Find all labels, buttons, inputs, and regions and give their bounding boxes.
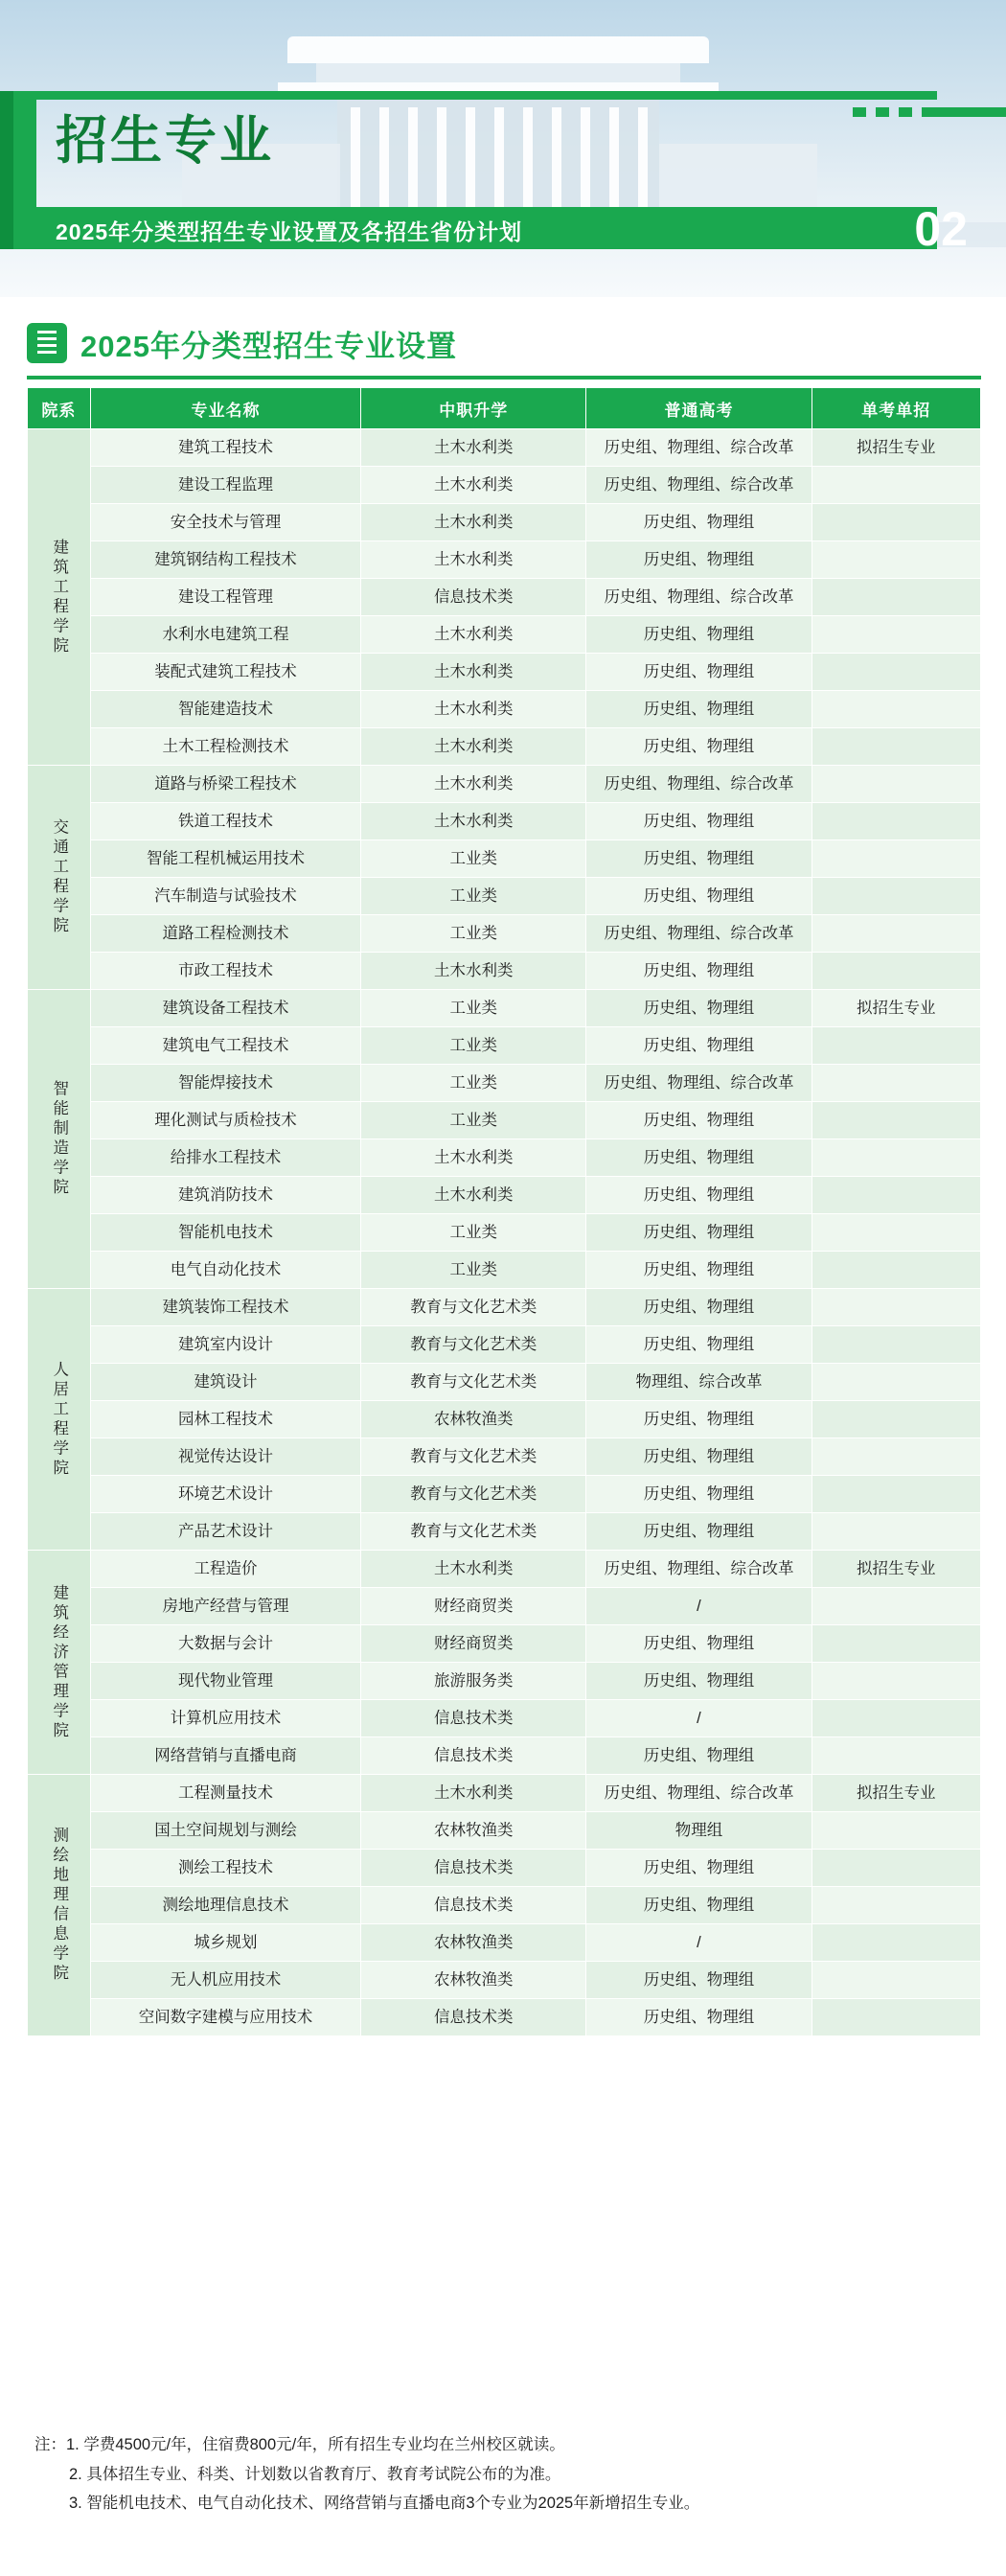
vocational-cell: 工业类 — [361, 990, 586, 1027]
major-name-cell: 现代物业管理 — [90, 1663, 360, 1700]
vocational-cell: 工业类 — [361, 1027, 586, 1065]
table-row — [28, 1027, 981, 1065]
building-graphic — [581, 107, 590, 220]
vocational-cell: 信息技术类 — [361, 1999, 586, 2036]
single-exam-cell — [812, 1476, 980, 1513]
single-exam-cell — [812, 541, 980, 579]
table-row — [28, 1625, 981, 1663]
major-name-cell: 铁道工程技术 — [90, 803, 360, 840]
majors-table-wrapper — [27, 387, 981, 2036]
vocational-cell: 农林牧渔类 — [361, 1812, 586, 1850]
list-icon — [27, 323, 67, 363]
vocational-cell: 农林牧渔类 — [361, 1401, 586, 1438]
major-name-cell: 城乡规划 — [90, 1924, 360, 1962]
gaokao-cell: / — [586, 1700, 812, 1737]
major-name-cell: 智能焊接技术 — [90, 1065, 360, 1102]
gaokao-cell: 历史组、物理组 — [586, 1999, 812, 2036]
table-row — [28, 1177, 981, 1214]
gaokao-cell: 历史组、物理组 — [586, 1663, 812, 1700]
building-graphic — [437, 107, 446, 220]
vocational-cell: 土木水利类 — [361, 1551, 586, 1588]
col-header-dept: 院系 — [28, 388, 91, 429]
table-row — [28, 728, 981, 766]
single-exam-cell: 拟招生专业 — [812, 1551, 980, 1588]
major-name-cell: 网络营销与直播电商 — [90, 1737, 360, 1775]
single-exam-cell — [812, 579, 980, 616]
gaokao-cell: 历史组、物理组 — [586, 803, 812, 840]
single-exam-cell — [812, 1962, 980, 1999]
single-exam-cell — [812, 1027, 980, 1065]
building-graphic — [351, 107, 360, 220]
gaokao-cell: 历史组、物理组 — [586, 1513, 812, 1551]
gaokao-cell: 历史组、物理组、综合改革 — [586, 1065, 812, 1102]
gaokao-cell: 历史组、物理组 — [586, 878, 812, 915]
single-exam-cell: 拟招生专业 — [812, 990, 980, 1027]
gaokao-cell: 历史组、物理组 — [586, 1438, 812, 1476]
gaokao-cell: 历史组、物理组 — [586, 1476, 812, 1513]
vocational-cell: 农林牧渔类 — [361, 1962, 586, 1999]
table-row — [28, 1588, 981, 1625]
col-header-major: 专业名称 — [90, 388, 360, 429]
table-row — [28, 579, 981, 616]
major-name-cell: 计算机应用技术 — [90, 1700, 360, 1737]
vocational-cell: 财经商贸类 — [361, 1588, 586, 1625]
gaokao-cell: 历史组、物理组 — [586, 1887, 812, 1924]
major-name-cell: 汽车制造与试验技术 — [90, 878, 360, 915]
gaokao-cell: 历史组、物理组 — [586, 1252, 812, 1289]
building-graphic — [287, 36, 709, 63]
single-exam-cell — [812, 504, 980, 541]
table-row — [28, 1775, 981, 1812]
single-exam-cell — [812, 1887, 980, 1924]
vocational-cell: 工业类 — [361, 840, 586, 878]
building-graphic — [379, 107, 389, 220]
major-name-cell: 智能机电技术 — [90, 1214, 360, 1252]
dept-cell: 交通工程学院 — [28, 766, 91, 990]
major-name-cell: 国土空间规划与测绘 — [90, 1812, 360, 1850]
single-exam-cell — [812, 1065, 980, 1102]
major-name-cell: 市政工程技术 — [90, 953, 360, 990]
table-row — [28, 467, 981, 504]
vocational-cell: 教育与文化艺术类 — [361, 1326, 586, 1364]
single-exam-cell — [812, 654, 980, 691]
gaokao-cell: 历史组、物理组、综合改革 — [586, 579, 812, 616]
vocational-cell: 工业类 — [361, 1065, 586, 1102]
header-banner — [0, 0, 1006, 297]
single-exam-cell — [812, 1401, 980, 1438]
major-name-cell: 建筑装饰工程技术 — [90, 1289, 360, 1326]
major-name-cell: 空间数字建模与应用技术 — [90, 1999, 360, 2036]
dept-cell: 测绘地理信息学院 — [28, 1775, 91, 2036]
table-row — [28, 1289, 981, 1326]
gaokao-cell: 历史组、物理组 — [586, 1401, 812, 1438]
gaokao-cell: 历史组、物理组 — [586, 1850, 812, 1887]
table-row — [28, 1438, 981, 1476]
vocational-cell: 教育与文化艺术类 — [361, 1438, 586, 1476]
major-name-cell: 道路与桥梁工程技术 — [90, 766, 360, 803]
single-exam-cell — [812, 1924, 980, 1962]
vocational-cell: 土木水利类 — [361, 429, 586, 467]
table-row — [28, 1326, 981, 1364]
gaokao-cell: 历史组、物理组、综合改革 — [586, 467, 812, 504]
major-name-cell: 工程测量技术 — [90, 1775, 360, 1812]
table-row — [28, 1700, 981, 1737]
table-row — [28, 1139, 981, 1177]
single-exam-cell: 拟招生专业 — [812, 1775, 980, 1812]
table-row — [28, 1102, 981, 1139]
table-row — [28, 654, 981, 691]
major-name-cell: 建筑钢结构工程技术 — [90, 541, 360, 579]
gaokao-cell: 物理组、综合改革 — [586, 1364, 812, 1401]
gaokao-cell: 历史组、物理组、综合改革 — [586, 1551, 812, 1588]
table-row — [28, 1962, 981, 1999]
gaokao-cell: 历史组、物理组 — [586, 840, 812, 878]
major-name-cell: 视觉传达设计 — [90, 1438, 360, 1476]
single-exam-cell — [812, 1139, 980, 1177]
note-line: 注：1. 学费4500元/年，住宿费800元/年，所有招生专业均在兰州校区就读。 — [34, 2436, 565, 2453]
gaokao-cell: / — [586, 1588, 812, 1625]
vocational-cell: 工业类 — [361, 878, 586, 915]
table-row — [28, 1663, 981, 1700]
dept-cell: 人居工程学院 — [28, 1289, 91, 1551]
single-exam-cell — [812, 1999, 980, 2036]
building-graphic — [552, 107, 561, 220]
single-exam-cell: 拟招生专业 — [812, 429, 980, 467]
single-exam-cell — [812, 691, 980, 728]
major-name-cell: 产品艺术设计 — [90, 1513, 360, 1551]
table-row — [28, 616, 981, 654]
table-row — [28, 1887, 981, 1924]
table-row — [28, 1924, 981, 1962]
major-name-cell: 装配式建筑工程技术 — [90, 654, 360, 691]
table-row — [28, 766, 981, 803]
table-row — [28, 429, 981, 467]
table-row — [28, 1364, 981, 1401]
table-row — [28, 878, 981, 915]
major-name-cell: 工程造价 — [90, 1551, 360, 1588]
section-header — [27, 318, 981, 368]
major-name-cell: 测绘地理信息技术 — [90, 1887, 360, 1924]
major-name-cell: 环境艺术设计 — [90, 1476, 360, 1513]
vocational-cell: 信息技术类 — [361, 1700, 586, 1737]
banner-top-rule — [36, 91, 937, 100]
single-exam-cell — [812, 1812, 980, 1850]
col-header-gaokao: 普通高考 — [586, 388, 812, 429]
notes-block — [34, 2430, 983, 2518]
vocational-cell: 工业类 — [361, 1102, 586, 1139]
table-row — [28, 1513, 981, 1551]
table-row — [28, 1476, 981, 1513]
major-name-cell: 房地产经营与管理 — [90, 1588, 360, 1625]
major-name-cell: 道路工程检测技术 — [90, 915, 360, 953]
major-name-cell: 建筑设备工程技术 — [90, 990, 360, 1027]
gaokao-cell: 历史组、物理组、综合改革 — [586, 1775, 812, 1812]
single-exam-cell — [812, 1252, 980, 1289]
col-header-vocational: 中职升学 — [361, 388, 586, 429]
table-row — [28, 541, 981, 579]
gaokao-cell: 历史组、物理组、综合改革 — [586, 429, 812, 467]
single-exam-cell — [812, 1289, 980, 1326]
single-exam-cell — [812, 1177, 980, 1214]
single-exam-cell — [812, 467, 980, 504]
vocational-cell: 土木水利类 — [361, 766, 586, 803]
vocational-cell: 土木水利类 — [361, 1177, 586, 1214]
table-row — [28, 1401, 981, 1438]
building-graphic — [494, 107, 504, 220]
table-row — [28, 1850, 981, 1887]
major-name-cell: 安全技术与管理 — [90, 504, 360, 541]
gaokao-cell: 物理组 — [586, 1812, 812, 1850]
vocational-cell: 工业类 — [361, 1214, 586, 1252]
vocational-cell: 工业类 — [361, 915, 586, 953]
gaokao-cell: 历史组、物理组 — [586, 1962, 812, 1999]
table-row — [28, 504, 981, 541]
single-exam-cell — [812, 1326, 980, 1364]
major-name-cell: 测绘工程技术 — [90, 1850, 360, 1887]
vocational-cell: 教育与文化艺术类 — [361, 1364, 586, 1401]
page-title: 招生专业 — [56, 112, 274, 170]
vocational-cell: 财经商贸类 — [361, 1625, 586, 1663]
majors-table — [27, 387, 981, 2036]
major-name-cell: 水利水电建筑工程 — [90, 616, 360, 654]
vocational-cell: 土木水利类 — [361, 1775, 586, 1812]
major-name-cell: 土木工程检测技术 — [90, 728, 360, 766]
single-exam-cell — [812, 1625, 980, 1663]
major-name-cell: 建筑工程技术 — [90, 429, 360, 467]
major-name-cell: 给排水工程技术 — [90, 1139, 360, 1177]
vocational-cell: 信息技术类 — [361, 579, 586, 616]
single-exam-cell — [812, 1438, 980, 1476]
vocational-cell: 土木水利类 — [361, 467, 586, 504]
single-exam-cell — [812, 1588, 980, 1625]
vocational-cell: 土木水利类 — [361, 654, 586, 691]
table-row — [28, 915, 981, 953]
dept-cell: 建筑工程学院 — [28, 429, 91, 766]
table-row — [28, 1252, 981, 1289]
major-name-cell: 无人机应用技术 — [90, 1962, 360, 1999]
major-name-cell: 建筑消防技术 — [90, 1177, 360, 1214]
vocational-cell: 信息技术类 — [361, 1887, 586, 1924]
table-row — [28, 840, 981, 878]
section-number: 02 — [914, 202, 968, 256]
table-row — [28, 1812, 981, 1850]
gaokao-cell: 历史组、物理组 — [586, 728, 812, 766]
single-exam-cell — [812, 616, 980, 654]
building-graphic — [609, 107, 619, 220]
table-row — [28, 803, 981, 840]
gaokao-cell: / — [586, 1924, 812, 1962]
major-name-cell: 理化测试与质检技术 — [90, 1102, 360, 1139]
gaokao-cell: 历史组、物理组 — [586, 1177, 812, 1214]
gaokao-cell: 历史组、物理组 — [586, 1027, 812, 1065]
single-exam-cell — [812, 1513, 980, 1551]
vocational-cell: 土木水利类 — [361, 953, 586, 990]
gaokao-cell: 历史组、物理组 — [586, 1139, 812, 1177]
vocational-cell: 土木水利类 — [361, 504, 586, 541]
dept-cell: 建筑经济管理学院 — [28, 1551, 91, 1775]
vocational-cell: 土木水利类 — [361, 1139, 586, 1177]
vocational-cell: 土木水利类 — [361, 728, 586, 766]
note-line: 3. 智能机电技术、电气自动化技术、网络营销与直播电商3个专业为2025年新增招生专业。 — [69, 2495, 700, 2513]
major-name-cell: 智能建造技术 — [90, 691, 360, 728]
vocational-cell: 农林牧渔类 — [361, 1924, 586, 1962]
gaokao-cell: 历史组、物理组 — [586, 1289, 812, 1326]
section-divider — [27, 376, 981, 380]
col-header-single-exam: 单考单招 — [812, 388, 980, 429]
gaokao-cell: 历史组、物理组 — [586, 990, 812, 1027]
building-graphic — [523, 107, 533, 220]
vocational-cell: 教育与文化艺术类 — [361, 1476, 586, 1513]
major-name-cell: 智能工程机械运用技术 — [90, 840, 360, 878]
note-line: 2. 具体招生专业、科类、计划数以省教育厅、教育考试院公布的为准。 — [69, 2465, 561, 2483]
vocational-cell: 土木水利类 — [361, 616, 586, 654]
major-name-cell: 建筑室内设计 — [90, 1326, 360, 1364]
major-name-cell: 建筑电气工程技术 — [90, 1027, 360, 1065]
gaokao-cell: 历史组、物理组 — [586, 654, 812, 691]
vocational-cell: 土木水利类 — [361, 803, 586, 840]
major-name-cell: 电气自动化技术 — [90, 1252, 360, 1289]
major-name-cell: 建设工程管理 — [90, 579, 360, 616]
single-exam-cell — [812, 728, 980, 766]
building-graphic — [466, 107, 475, 220]
table-body — [28, 429, 981, 2036]
gaokao-cell: 历史组、物理组 — [586, 691, 812, 728]
vocational-cell: 教育与文化艺术类 — [361, 1513, 586, 1551]
gaokao-cell: 历史组、物理组 — [586, 953, 812, 990]
table-row — [28, 953, 981, 990]
table-row — [28, 1214, 981, 1252]
section-title: 2025年分类型招生专业设置 — [80, 329, 457, 363]
vocational-cell: 旅游服务类 — [361, 1663, 586, 1700]
gaokao-cell: 历史组、物理组 — [586, 504, 812, 541]
table-row — [28, 1737, 981, 1775]
banner-accent-bar-dark — [0, 91, 13, 249]
single-exam-cell — [812, 803, 980, 840]
gaokao-cell: 历史组、物理组 — [586, 1214, 812, 1252]
table-row — [28, 1551, 981, 1588]
table-header-row — [28, 388, 981, 429]
single-exam-cell — [812, 840, 980, 878]
major-name-cell: 建筑设计 — [90, 1364, 360, 1401]
table-row — [28, 691, 981, 728]
gaokao-cell: 历史组、物理组 — [586, 1326, 812, 1364]
single-exam-cell — [812, 1737, 980, 1775]
single-exam-cell — [812, 1663, 980, 1700]
single-exam-cell — [812, 953, 980, 990]
table-row — [28, 1999, 981, 2036]
page-subtitle: 2025年分类型招生专业设置及各招生省份计划 — [56, 219, 523, 244]
single-exam-cell — [812, 878, 980, 915]
building-graphic — [316, 63, 680, 82]
building-graphic — [638, 107, 648, 220]
vocational-cell: 信息技术类 — [361, 1850, 586, 1887]
single-exam-cell — [812, 915, 980, 953]
table-row — [28, 990, 981, 1027]
single-exam-cell — [812, 1364, 980, 1401]
gaokao-cell: 历史组、物理组、综合改革 — [586, 766, 812, 803]
vocational-cell: 信息技术类 — [361, 1737, 586, 1775]
vocational-cell: 土木水利类 — [361, 691, 586, 728]
major-name-cell: 建设工程监理 — [90, 467, 360, 504]
dept-cell: 智能制造学院 — [28, 990, 91, 1289]
single-exam-cell — [812, 1102, 980, 1139]
banner-stripes — [853, 107, 1006, 117]
major-name-cell: 园林工程技术 — [90, 1401, 360, 1438]
gaokao-cell: 历史组、物理组 — [586, 1737, 812, 1775]
single-exam-cell — [812, 1214, 980, 1252]
vocational-cell: 教育与文化艺术类 — [361, 1289, 586, 1326]
single-exam-cell — [812, 1850, 980, 1887]
single-exam-cell — [812, 766, 980, 803]
gaokao-cell: 历史组、物理组 — [586, 616, 812, 654]
gaokao-cell: 历史组、物理组、综合改革 — [586, 915, 812, 953]
gaokao-cell: 历史组、物理组 — [586, 541, 812, 579]
single-exam-cell — [812, 1700, 980, 1737]
table-row — [28, 1065, 981, 1102]
building-graphic — [408, 107, 418, 220]
major-name-cell: 大数据与会计 — [90, 1625, 360, 1663]
vocational-cell: 土木水利类 — [361, 541, 586, 579]
gaokao-cell: 历史组、物理组 — [586, 1625, 812, 1663]
gaokao-cell: 历史组、物理组 — [586, 1102, 812, 1139]
vocational-cell: 工业类 — [361, 1252, 586, 1289]
